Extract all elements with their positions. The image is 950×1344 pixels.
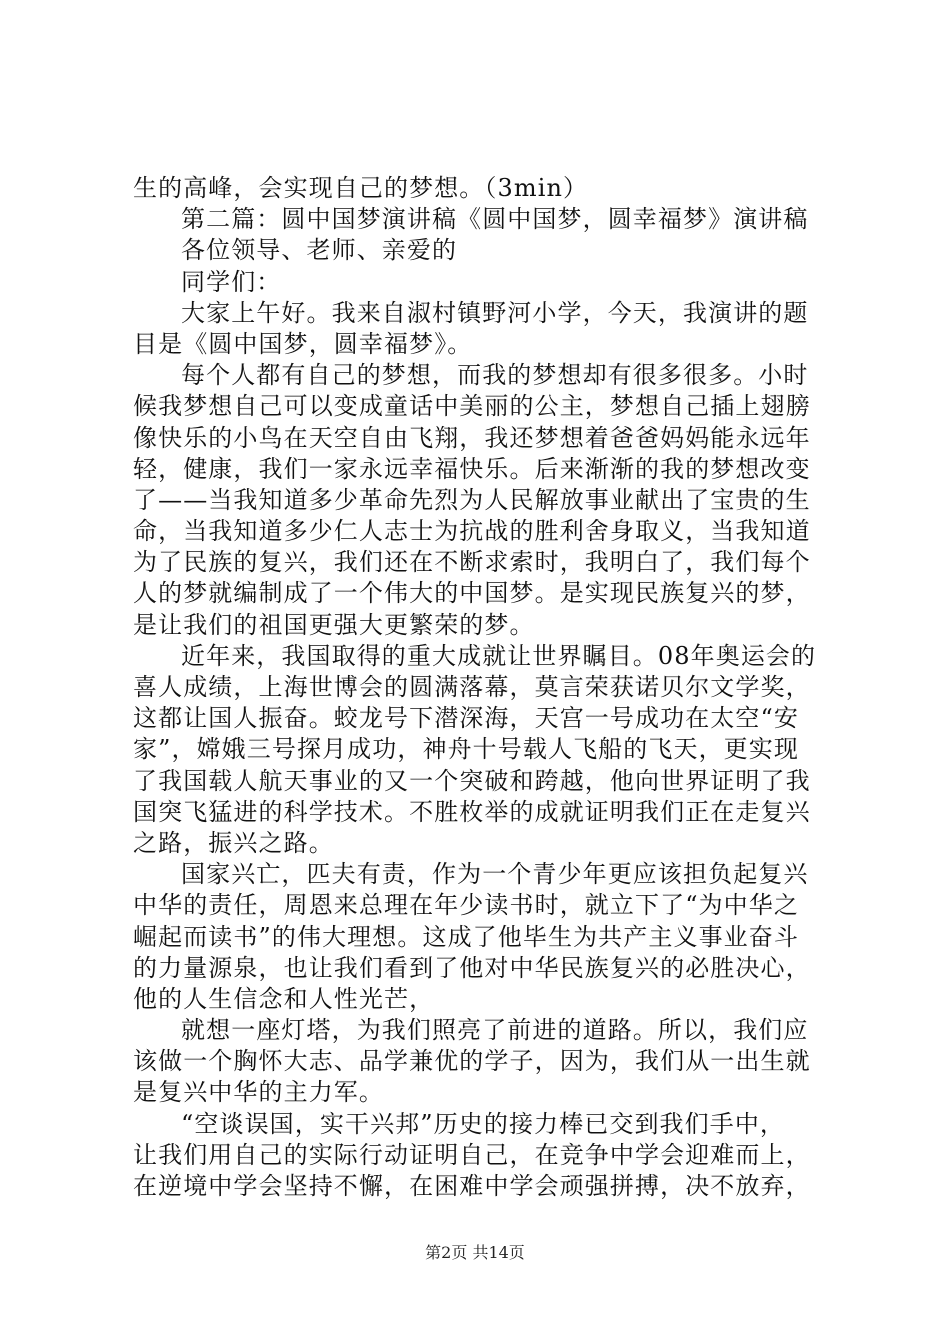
text-line: 中华的责任，周恩来总理在年少读书时，就立下了“为中华之 [133, 891, 799, 920]
text-line: 该做一个胸怀大志、品学兼优的学子，因为，我们从一出生就 [133, 1047, 811, 1076]
text-line: 生的高峰，会实现自己的梦想。（3min） [133, 174, 589, 202]
text-line: 在逆境中学会坚持不懈，在困难中学会顽强拼搏，决不放弃， [133, 1172, 811, 1200]
text-line: 了——当我知道多少革命先烈为人民解放事业献出了宝贵的生 [133, 485, 811, 514]
text-line: 是复兴中华的主力军。 [133, 1078, 384, 1107]
text-line: “空谈误国，实干兴邦”历史的接力棒已交到我们手中， [181, 1109, 786, 1138]
text-line: 就想一座灯塔，为我们照亮了前进的道路。所以，我们应 [181, 1016, 809, 1045]
page-number-footer: 第2页 共14页 [425, 1243, 525, 1262]
text-line: 是让我们的祖国更强大更繁荣的梦。 [133, 610, 535, 639]
text-line: 每个人都有自己的梦想，而我的梦想却有很多很多。小时 [181, 361, 809, 390]
text-line: 国家兴亡，匹夫有责，作为一个青少年更应该担负起复兴 [181, 860, 809, 889]
text-line: 之路，振兴之路。 [133, 828, 334, 857]
text-line: 第二篇：圆中国梦演讲稿《圆中国梦，圆幸福梦》演讲稿 [181, 205, 809, 234]
text-line: 各位领导、老师、亲爱的 [181, 236, 458, 265]
text-line: 近年来，我国取得的重大成就让世界瞩目。08年奥运会的 [181, 641, 817, 670]
text-line: 了我国载人航天事业的又一个突破和跨越，他向世界证明了我 [133, 766, 811, 795]
text-line: 大家上午好。我来自淑村镇野河小学，今天，我演讲的题 [181, 298, 809, 327]
text-line: 家”，嫦娥三号探月成功，神舟十号载人飞船的飞天，更实现 [133, 735, 799, 764]
text-line: 国突飞猛进的科学技术。不胜枚举的成就证明我们正在走复兴 [133, 797, 811, 826]
text-line: 命，当我知道多少仁人志士为抗战的胜利舍身取义，当我知道 [133, 517, 811, 546]
text-line: 喜人成绩，上海世博会的圆满落幕，莫言荣获诺贝尔文学奖， [133, 673, 811, 701]
text-line: 轻，健康，我们一家永远幸福快乐。后来渐渐的我的梦想改变 [133, 454, 811, 483]
text-line: 人的梦就编制成了一个伟大的中国梦。是实现民族复兴的梦， [133, 579, 811, 608]
text-line: 他的人生信念和人性光芒， [133, 984, 435, 1013]
text-line: 同学们： [181, 267, 282, 296]
text-line: 这都让国人振奋。蛟龙号下潜深海，天宫一号成功在太空“安 [133, 704, 799, 733]
text-line: 候我梦想自己可以变成童话中美丽的公主，梦想自己插上翅膀 [133, 392, 811, 421]
text-line: 让我们用自己的实际行动证明自己，在竞争中学会迎难而上， [133, 1140, 811, 1169]
text-line: 的力量源泉，也让我们看到了他对中华民族复兴的必胜决心， [133, 953, 811, 982]
text-line: 崛起而读书”的伟大理想。这成了他毕生为共产主义事业奋斗 [133, 922, 799, 951]
text-line: 为了民族的复兴，我们还在不断求索时，我明白了，我们每个 [133, 548, 811, 577]
text-line: 像快乐的小鸟在天空自由飞翔，我还梦想着爸爸妈妈能永远年 [133, 423, 811, 452]
text-line: 目是《圆中国梦，圆幸福梦》。 [133, 329, 473, 358]
body-text [133, 173, 833, 1202]
